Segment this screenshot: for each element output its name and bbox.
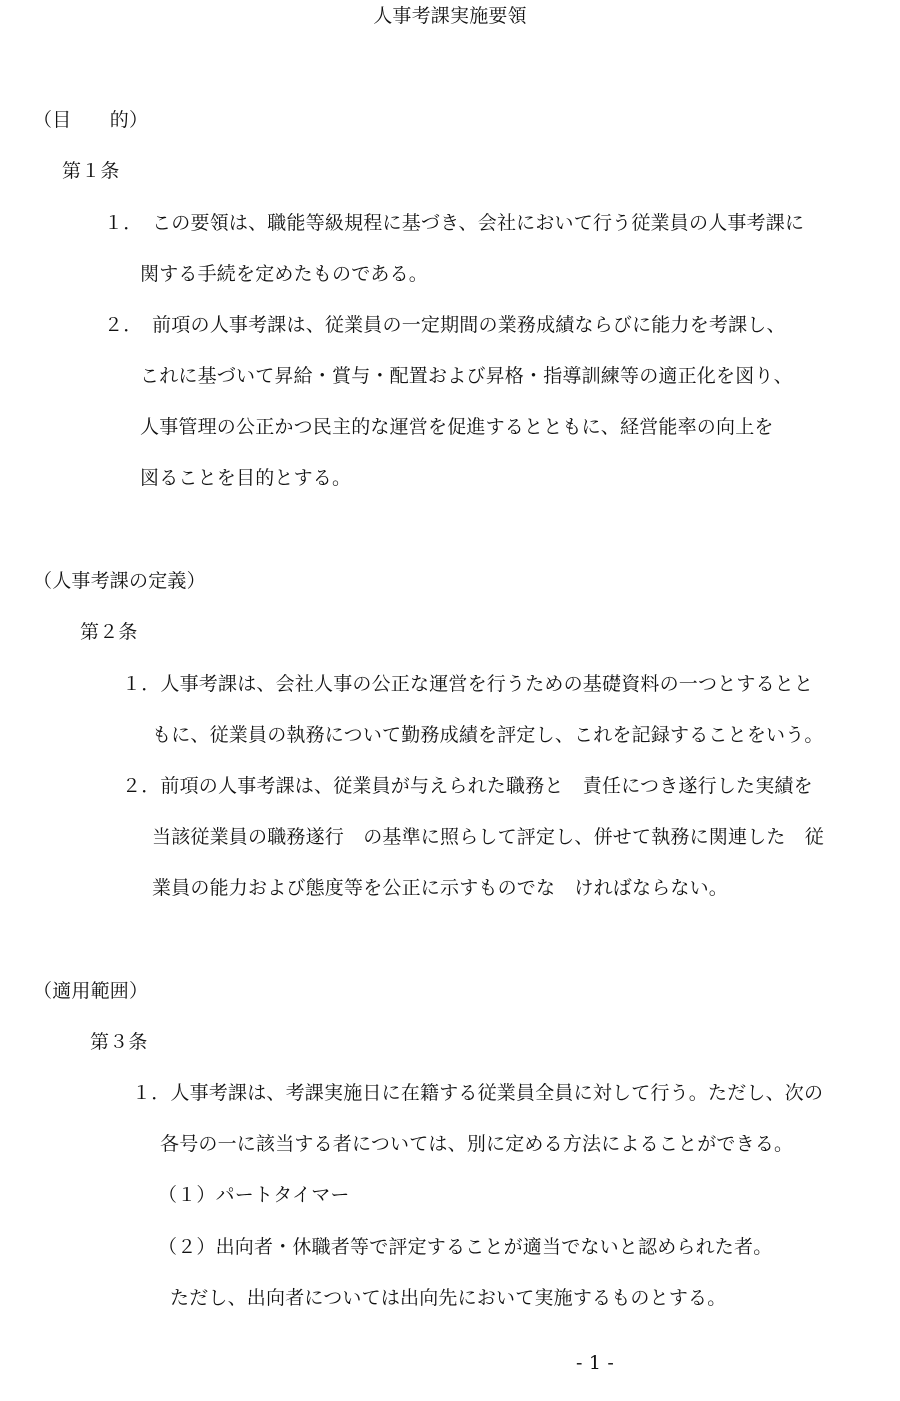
article2-item2-line1: ２．前項の人事考課は、従業員が与えられた職務と 責任につき遂行した実績を	[122, 775, 813, 797]
article2-item2-line3: 業員の能力および態度等を公正に示すものでな ければならない。	[152, 877, 729, 899]
article1-label: 第１条	[62, 160, 120, 182]
article3-item1-line2: 各号の一に該当する者については、別に定める方法によることができる。	[160, 1133, 794, 1155]
article2-item2-line2: 当該従業員の職務遂行 の基準に照らして評定し、併せて執務に関連した 従	[152, 826, 825, 848]
article2-item1-line1: １．人事考課は、会社人事の公正な運営を行うための基礎資料の一つとするとと	[122, 673, 814, 695]
article1-item1-line1: １． この要領は、職能等級規程に基づき、会社において行う従業員の人事考課に	[104, 212, 805, 234]
article3-label: 第３条	[90, 1031, 148, 1053]
article3-note: ただし、出向者については出向先において実施するものとする。	[170, 1287, 727, 1309]
article1-heading: （目 的）	[33, 109, 149, 131]
article3-sub-item2: （２）出向者・休職者等で評定することが適当でないと認められた者。	[158, 1236, 773, 1258]
article1-item1-line2: 関する手続を定めたものである。	[140, 263, 429, 285]
article2-label: 第２条	[80, 621, 138, 643]
article3-item1-line1: １．人事考課は、考課実施日に在籍する従業員全員に対して行う。ただし、次の	[132, 1082, 824, 1104]
page-number: - 1 -	[575, 1352, 614, 1374]
article1-item2-line4: 図ることを目的とする。	[140, 467, 352, 489]
article1-item2-line2: これに基づいて昇給・賞与・配置および昇格・指導訓練等の適正化を図り、	[140, 365, 793, 387]
document-title: 人事考課実施要領	[373, 5, 527, 27]
article3-heading: （適用範囲）	[33, 980, 149, 1002]
article3-sub-item1: （１）パートタイマー	[158, 1184, 350, 1206]
article1-item2-line1: ２． 前項の人事考課は、従業員の一定期間の業務成績ならびに能力を考課し、	[104, 314, 786, 336]
article2-item1-line2: もに、従業員の執務について勤務成績を評定し、これを記録することをいう。	[152, 724, 824, 746]
article1-item2-line3: 人事管理の公正かつ民主的な運営を促進するとともに、経営能率の向上を	[140, 416, 774, 438]
article2-heading: （人事考課の定義）	[33, 570, 206, 592]
